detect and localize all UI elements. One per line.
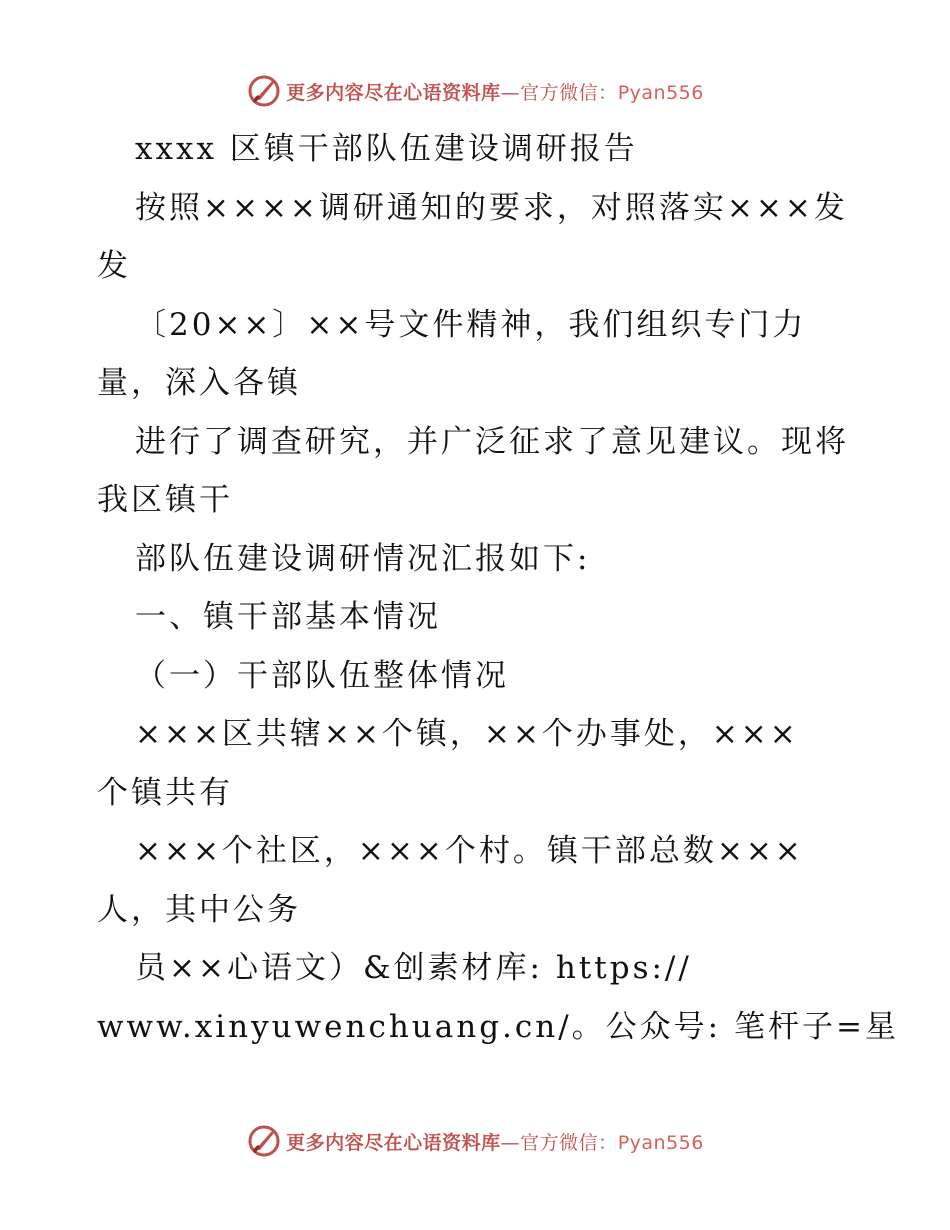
paragraph-line-wrap: 量，深入各镇: [97, 365, 301, 401]
paragraph-line-wrap: 个镇共有: [97, 774, 233, 811]
watermark-official: 官方微信：: [520, 1131, 618, 1154]
watermark-text: [286, 1128, 704, 1155]
quill-logo-icon: [246, 73, 282, 109]
watermark-official: 官方微信：: [520, 81, 618, 104]
header-watermark: [0, 71, 950, 111]
paragraph-line: www.xinyuwenchuang.cn/。公众号: 笔杆子=星: [97, 1008, 899, 1045]
watermark-dash: —: [500, 1131, 521, 1154]
footer-watermark: [0, 1121, 950, 1161]
watermark-wechat-id: Pyan556: [617, 1131, 704, 1154]
watermark-brand: 更多内容尽在心语资料库: [286, 81, 501, 104]
paragraph-line: 员××心语文）&创素材库: https://: [135, 950, 692, 986]
paragraph-line-wrap: 发: [97, 248, 131, 284]
document-body: [97, 120, 899, 1056]
paragraph-line: ×××区共辖××个镇，××个办事处，×××: [135, 716, 799, 752]
section-heading: 一、镇干部基本情况: [135, 599, 441, 635]
document-title: xxxx 区镇干部队伍建设调研报告: [135, 131, 638, 167]
subsection-heading: （一）干部队伍整体情况: [135, 657, 509, 694]
paragraph-line: 按照××××调研通知的要求，对照落实×××发: [135, 189, 848, 226]
paragraph-line: 〔20××〕××号文件精神，我们组织专门力: [135, 306, 807, 343]
paragraph-line-wrap: 我区镇干: [97, 482, 233, 518]
watermark-dash: —: [500, 81, 521, 104]
paragraph-line: 进行了调查研究，并广泛征求了意见建议。现将: [135, 423, 849, 460]
watermark-text: [286, 78, 704, 105]
paragraph-line: 部队伍建设调研情况汇报如下:: [135, 540, 591, 577]
quill-logo-icon: [246, 1123, 282, 1159]
paragraph-line-wrap: 人，其中公务: [97, 891, 301, 928]
watermark-brand: 更多内容尽在心语资料库: [286, 1131, 501, 1154]
watermark-wechat-id: Pyan556: [617, 81, 704, 104]
paragraph-line: ×××个社区，×××个村。镇干部总数×××: [135, 833, 804, 869]
